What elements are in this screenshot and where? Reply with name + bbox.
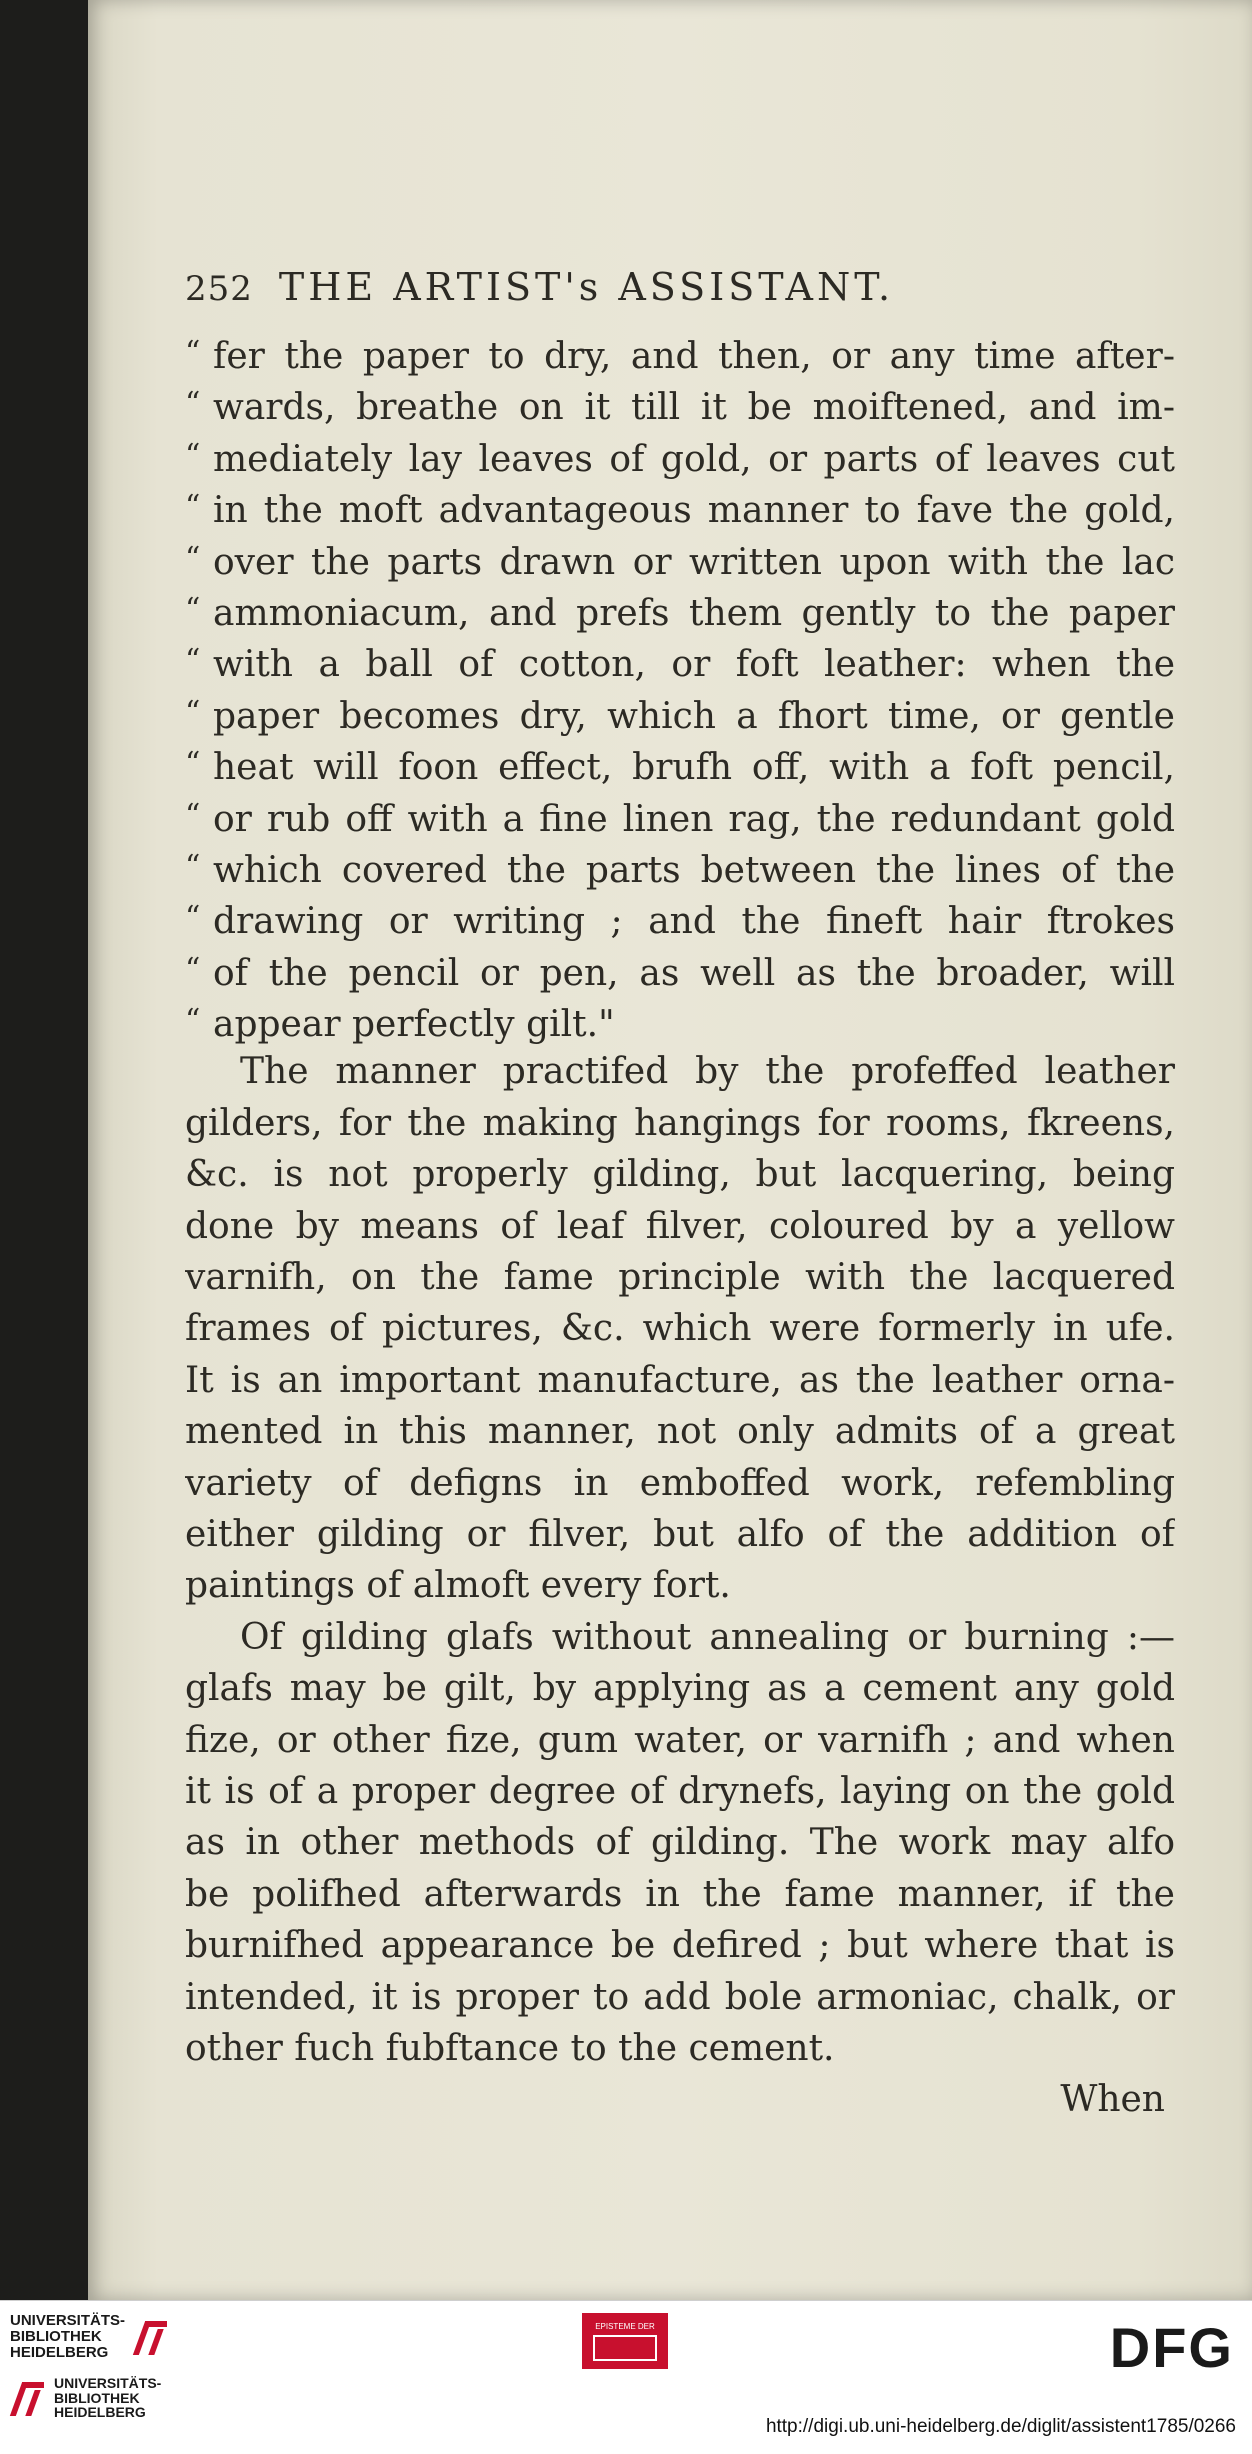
stamp-text: EPISTEME DER [595, 2321, 655, 2331]
text-line: glafs may be gilt, by applying as a cement any gold [185, 1668, 1175, 1710]
text-line: it is of a proper degree of drynefs, laying on the gold [185, 1770, 1175, 1812]
text-line: as in other methods of gilding. The work may alfo [185, 1822, 1175, 1864]
logo-text-small: UNIVERSITÄTS- BIBLIOTHEK HEIDELBERG [54, 2375, 162, 2421]
text-line: “ mediately lay leaves of gold, or parts of leaves cut [185, 430, 1175, 481]
running-header [185, 265, 1175, 327]
university-library-logo-small[interactable] [10, 2376, 161, 2420]
ub-logo-icon [10, 2378, 46, 2418]
text-line: either gilding or filver, but alfo of the addition of [185, 1513, 1175, 1555]
dfg-logo[interactable]: DFG [1109, 2316, 1234, 2379]
text-lines [185, 327, 1175, 2074]
text-line: “ ammoniacum, and prefs them gently to the paper [185, 584, 1175, 635]
text-line: “ paper becomes dry, which a fhort time, or gentle [185, 687, 1175, 738]
stamp-emblem-icon [593, 2335, 657, 2361]
running-title: THE ARTIST's ASSISTANT. [278, 265, 895, 309]
text-line: “ fer the paper to dry, and then, or any time after- [185, 327, 1175, 378]
viewer-footer [0, 2300, 1252, 2454]
episteme-stamp[interactable] [582, 2313, 668, 2369]
text-line: “ appear perfectly gilt." [185, 995, 1175, 1046]
text-line: “ which covered the parts between the lines of the [185, 841, 1175, 892]
catchword: When [1060, 2079, 1165, 2121]
text-line: mented in this manner, not only admits of a great [185, 1411, 1175, 1453]
text-line: “ wards, breathe on it till it be moiftened, and im- [185, 378, 1175, 429]
text-line: done by means of leaf filver, coloured by a yellow [185, 1205, 1175, 1247]
text-line: be polifhed afterwards in the fame manner, if the [185, 1873, 1175, 1915]
ub-logo-icon [133, 2317, 169, 2357]
text-line: The manner practifed by the profeffed leather [240, 1051, 1175, 1093]
text-line: burnifhed appearance be defired ; but where that is [185, 1925, 1175, 1967]
text-line: paintings of almoft every fort. [185, 1565, 731, 1607]
text-line: fize, or other fize, gum water, or varnifh ; and when [185, 1719, 1175, 1761]
logo-text: UNIVERSITÄTS- BIBLIOTHEK HEIDELBERG [10, 2312, 126, 2361]
text-line: gilders, for the making hangings for rooms, fkreens, [185, 1102, 1175, 1144]
page-text [185, 265, 1175, 2126]
text-line: variety of defigns in emboffed work, refembling [185, 1462, 1175, 1504]
text-line: “ over the parts drawn or written upon with the lac [185, 533, 1175, 584]
page-number: 252 [185, 269, 253, 309]
text-line: It is an important manufacture, as the leather orna- [185, 1359, 1175, 1401]
text-line: “ in the moft advantageous manner to fave the gold, [185, 481, 1175, 532]
text-line: other fuch fubftance to the cement. [185, 2027, 835, 2069]
text-line: “ heat will foon effect, brufh off, with a foft pencil, [185, 738, 1175, 789]
text-line: frames of pictures, &c. which were formerly in ufe. [185, 1308, 1175, 1350]
text-line: “ drawing or writing ; and the fineft hair ftrokes [185, 892, 1175, 943]
text-line: varnifh, on the fame principle with the lacquered [185, 1257, 1175, 1299]
text-line: &c. is not properly gilding, but lacquering, being [185, 1154, 1175, 1196]
text-line: “ with a ball of cotton, or foft leather: when the [185, 635, 1175, 686]
text-line: “ or rub off with a fine linen rag, the redundant gold [185, 790, 1175, 841]
source-url[interactable]: http://digi.ub.uni-heidelberg.de/diglit/assistent1785/0266 [765, 2416, 1236, 2437]
university-library-logo[interactable] [10, 2313, 169, 2360]
text-line: “ of the pencil or pen, as well as the broader, will [185, 944, 1175, 995]
text-line: intended, it is proper to add bole armoniac, chalk, or [185, 1976, 1175, 2018]
text-line: Of gilding glafs without annealing or burning :— [240, 1616, 1175, 1658]
